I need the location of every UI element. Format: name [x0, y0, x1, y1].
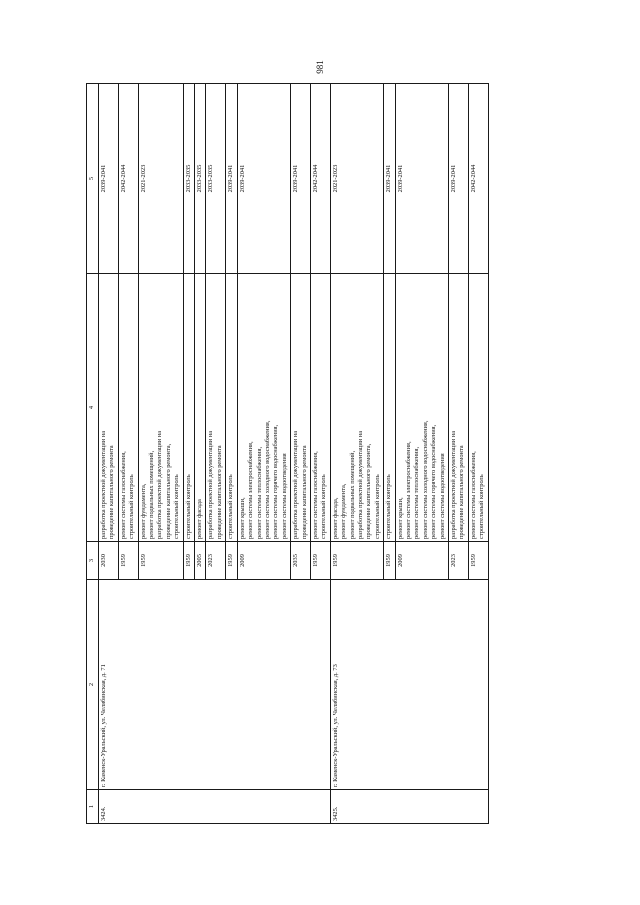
period-cell: 2042-2044 — [118, 84, 138, 274]
period-cell: 2021-2023 — [330, 84, 383, 274]
period-cell: 2021-2023 — [138, 84, 183, 274]
work-item: строительный контроль — [373, 474, 381, 539]
work-item: строительный контроль — [385, 474, 393, 539]
work-item: ремонт системы водоотведения — [438, 453, 446, 539]
works-cell — [206, 274, 226, 542]
works-cell — [237, 274, 290, 542]
work-item: строительный контроль — [128, 474, 136, 539]
work-item: ремонт подвальных помещений, — [348, 450, 356, 539]
work-item: проведение капитального ремонта, — [164, 443, 172, 539]
works-cell — [291, 274, 311, 542]
table-row — [99, 84, 119, 824]
page-number: 981 — [315, 60, 325, 74]
year-cell: 2030 — [99, 542, 119, 580]
work-item: ремонт системы электроснабжения, — [405, 441, 412, 539]
year-cell: 1959 — [226, 542, 237, 580]
period-cell: 2033-2035 — [206, 84, 226, 274]
works-cell — [226, 274, 237, 542]
work-item: проведение капитального ремонта — [108, 445, 116, 539]
year-cell: 1959 — [138, 542, 183, 580]
rotated-table-container — [86, 84, 566, 824]
work-item: разработка проектной документации на — [356, 430, 364, 539]
year-cell: 2023 — [206, 542, 226, 580]
period-cell: 2039-2041 — [99, 84, 119, 274]
work-item: ремонт системы электроснабжения, — [247, 441, 255, 539]
work-item: ремонт системы холодного водоснабжения, — [263, 420, 271, 539]
work-item: ремонт системы теплоснабжения, — [413, 446, 421, 539]
work-item: разработка проектной документации на — [156, 430, 164, 539]
work-item: разработка проектной документации на — [207, 430, 215, 539]
year-cell: 1959 — [310, 542, 330, 580]
year-cell: 1959 — [183, 542, 194, 580]
works-cell — [468, 274, 488, 542]
table-body — [99, 84, 489, 824]
period-cell: 2039-2041 — [384, 84, 395, 274]
work-item: ремонт системы газоснабжения, — [469, 451, 477, 539]
year-cell: 2009 — [237, 542, 290, 580]
works-cell — [183, 274, 194, 542]
work-item: ремонт крыши, — [238, 497, 246, 539]
works-cell — [384, 274, 395, 542]
period-cell: 2042-2044 — [310, 84, 330, 274]
work-item: проведение капитального ремонта — [215, 445, 223, 539]
period-cell: 2039-2041 — [449, 84, 469, 274]
object-address: г. Каменск-Уральский, ул. Челябинская, д. 71 — [99, 580, 331, 790]
works-cell — [310, 274, 330, 542]
year-cell: 2005 — [195, 542, 206, 580]
year-cell: 1959 — [468, 542, 488, 580]
work-item: ремонт системы газоснабжения, — [119, 451, 127, 539]
period-cell: 2039-2041 — [395, 84, 448, 274]
works-cell — [118, 274, 138, 542]
column-header: 4 — [87, 274, 99, 542]
work-item: разработка проектной документации на — [450, 430, 458, 539]
work-item: строительный контроль — [227, 474, 235, 539]
work-item: ремонт системы водоотведения — [280, 453, 288, 539]
work-item: проведение капитального ремонта — [300, 445, 308, 539]
work-item: строительный контроль — [184, 474, 192, 539]
work-item: ремонт системы газоснабжения, — [311, 451, 319, 539]
year-cell: 1959 — [330, 542, 383, 580]
work-item: строительный контроль — [173, 474, 181, 539]
works-cell — [99, 274, 119, 542]
year-cell: 2023 — [449, 542, 469, 580]
period-cell: 2039-2041 — [291, 84, 311, 274]
works-cell — [330, 274, 383, 542]
work-item: ремонт системы холодного водоснабжения, — [421, 420, 429, 539]
work-item: ремонт крыши, — [396, 497, 404, 539]
column-header: 1 — [87, 790, 99, 824]
work-item: ремонт фундамента, — [139, 483, 147, 539]
work-item: строительный контроль — [320, 474, 328, 539]
period-cell: 2033-2035 — [183, 84, 194, 274]
period-cell: 2042-2044 — [468, 84, 488, 274]
column-header: 3 — [87, 542, 99, 580]
work-item: разработка проектной документации на — [100, 430, 107, 539]
work-item: ремонт фасада, — [331, 497, 339, 539]
work-item: ремонт системы горячего водоснабжения, — [430, 424, 438, 539]
work-item: ремонт фундамента, — [340, 483, 348, 539]
year-cell: 1959 — [118, 542, 138, 580]
column-header: 5 — [87, 84, 99, 274]
work-item: разработка проектной документации на — [292, 430, 300, 539]
works-cell — [395, 274, 448, 542]
work-item: ремонт системы горячего водоснабжения, — [272, 424, 280, 539]
work-item: ремонт фасада — [196, 499, 204, 539]
column-header: 2 — [87, 580, 99, 790]
work-item: проведение капитального ремонта — [458, 445, 466, 539]
work-item: проведение капитального ремонта, — [365, 443, 373, 539]
period-cell: 2033-2035 — [195, 84, 206, 274]
work-item: строительный контроль — [478, 474, 486, 539]
work-item: ремонт системы теплоснабжения, — [255, 446, 263, 539]
work-item: ремонт подвальных помещений, — [148, 450, 156, 539]
header-row — [87, 84, 99, 824]
object-address: г. Каменск-Уральский, ул. Челябинская, д. 73 — [330, 580, 488, 790]
object-number: 3425. — [330, 790, 488, 824]
year-cell: 2035 — [291, 542, 311, 580]
year-cell: 2009 — [395, 542, 448, 580]
object-number: 3424. — [99, 790, 331, 824]
period-cell: 2039-2041 — [237, 84, 290, 274]
period-cell: 2039-2041 — [226, 84, 237, 274]
works-cell — [449, 274, 469, 542]
table-row — [330, 84, 383, 824]
repair-schedule-table — [86, 83, 489, 824]
works-cell — [138, 274, 183, 542]
works-cell — [195, 274, 206, 542]
year-cell: 1959 — [384, 542, 395, 580]
